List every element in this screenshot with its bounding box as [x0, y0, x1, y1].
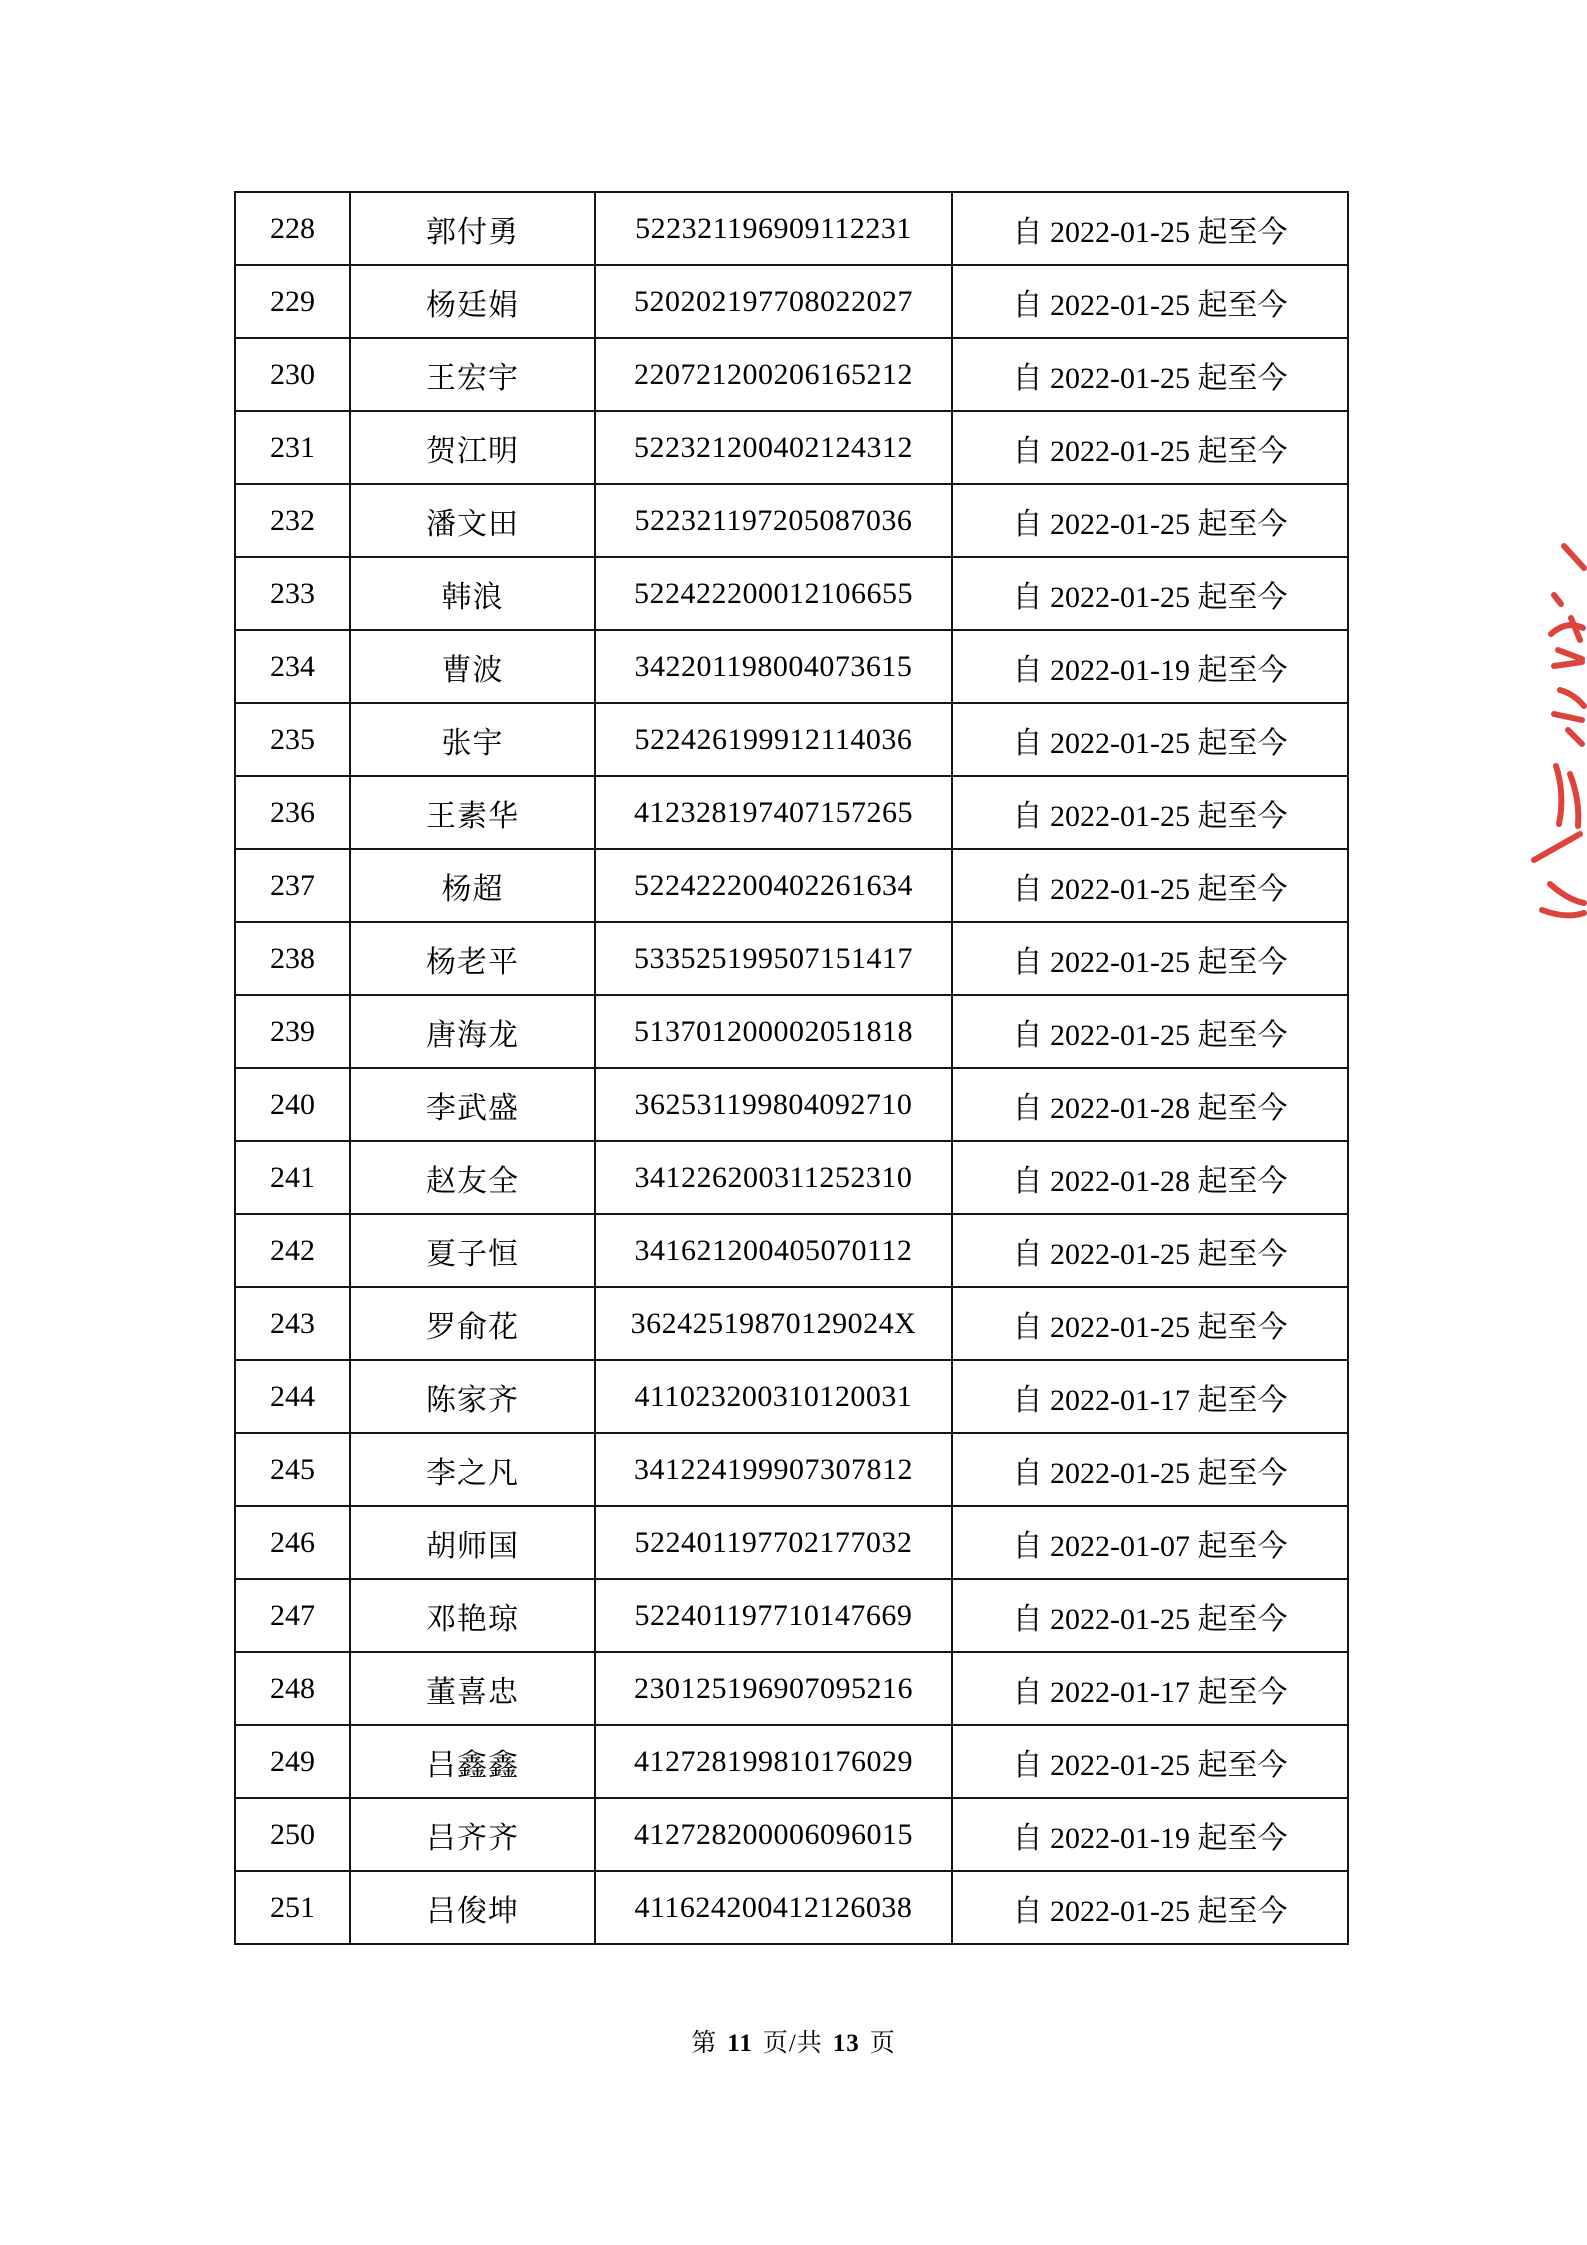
cell-name: 王素华: [350, 776, 595, 849]
cell-row-number: 231: [235, 411, 350, 484]
cell-period: 自 2022-01-25 起至今: [952, 1433, 1348, 1506]
table-row: [235, 338, 1348, 411]
cell-id-number: 412728199810176029: [595, 1725, 952, 1798]
table-row: [235, 1433, 1348, 1506]
cell-id-number: 341226200311252310: [595, 1141, 952, 1214]
page-indicator: [0, 2023, 1587, 2059]
cell-name: 吕齐齐: [350, 1798, 595, 1871]
cell-name: 郭付勇: [350, 192, 595, 265]
cell-id-number: 412728200006096015: [595, 1798, 952, 1871]
cell-period: 自 2022-01-25 起至今: [952, 995, 1348, 1068]
table-row: [235, 776, 1348, 849]
cell-name: 吕俊坤: [350, 1871, 595, 1944]
cell-name: 潘文田: [350, 484, 595, 557]
cell-period: 自 2022-01-25 起至今: [952, 557, 1348, 630]
cell-row-number: 232: [235, 484, 350, 557]
table-row: [235, 1506, 1348, 1579]
cell-name: 王宏宇: [350, 338, 595, 411]
cell-period: 自 2022-01-25 起至今: [952, 1287, 1348, 1360]
cell-name: 罗俞花: [350, 1287, 595, 1360]
cell-id-number: 362531199804092710: [595, 1068, 952, 1141]
cell-name: 唐海龙: [350, 995, 595, 1068]
cell-period: 自 2022-01-25 起至今: [952, 922, 1348, 995]
table-row: [235, 1725, 1348, 1798]
cell-name: 李武盛: [350, 1068, 595, 1141]
cell-row-number: 247: [235, 1579, 350, 1652]
cell-name: 韩浪: [350, 557, 595, 630]
cell-id-number: 522321200402124312: [595, 411, 952, 484]
table-row: [235, 1798, 1348, 1871]
cell-id-number: 522422200402261634: [595, 849, 952, 922]
cell-period: 自 2022-01-07 起至今: [952, 1506, 1348, 1579]
table-row: [235, 1871, 1348, 1944]
cell-period: 自 2022-01-25 起至今: [952, 338, 1348, 411]
cell-id-number: 411023200310120031: [595, 1360, 952, 1433]
cell-period: 自 2022-01-25 起至今: [952, 1214, 1348, 1287]
cell-row-number: 244: [235, 1360, 350, 1433]
table-row: [235, 1652, 1348, 1725]
cell-period: 自 2022-01-25 起至今: [952, 484, 1348, 557]
cell-id-number: 341224199907307812: [595, 1433, 952, 1506]
cell-row-number: 246: [235, 1506, 350, 1579]
cell-id-number: 513701200002051818: [595, 995, 952, 1068]
cell-row-number: 248: [235, 1652, 350, 1725]
cell-period: 自 2022-01-19 起至今: [952, 1798, 1348, 1871]
cell-name: 赵友全: [350, 1141, 595, 1214]
cell-id-number: 522401197702177032: [595, 1506, 952, 1579]
cell-id-number: 522321197205087036: [595, 484, 952, 557]
cell-row-number: 228: [235, 192, 350, 265]
table-row: [235, 1287, 1348, 1360]
cell-period: 自 2022-01-25 起至今: [952, 703, 1348, 776]
cell-id-number: 411624200412126038: [595, 1871, 952, 1944]
table-row: [235, 484, 1348, 557]
cell-row-number: 245: [235, 1433, 350, 1506]
cell-id-number: 342201198004073615: [595, 630, 952, 703]
cell-id-number: 341621200405070112: [595, 1214, 952, 1287]
cell-period: 自 2022-01-25 起至今: [952, 1871, 1348, 1944]
cell-row-number: 239: [235, 995, 350, 1068]
cell-period: 自 2022-01-25 起至今: [952, 1725, 1348, 1798]
table-row: [235, 922, 1348, 995]
table-row: [235, 1579, 1348, 1652]
cell-name: 张宇: [350, 703, 595, 776]
cell-period: 自 2022-01-25 起至今: [952, 1579, 1348, 1652]
cell-name: 吕鑫鑫: [350, 1725, 595, 1798]
table-row: [235, 265, 1348, 338]
cell-id-number: 520202197708022027: [595, 265, 952, 338]
cell-row-number: 238: [235, 922, 350, 995]
cell-period: 自 2022-01-25 起至今: [952, 192, 1348, 265]
cell-name: 李之凡: [350, 1433, 595, 1506]
cell-period: 自 2022-01-25 起至今: [952, 411, 1348, 484]
cell-period: 自 2022-01-28 起至今: [952, 1068, 1348, 1141]
table-row: [235, 411, 1348, 484]
table-row: [235, 1360, 1348, 1433]
cell-name: 胡师国: [350, 1506, 595, 1579]
cell-id-number: 220721200206165212: [595, 338, 952, 411]
cell-name: 杨超: [350, 849, 595, 922]
page-indicator-prefix: 第: [691, 2030, 718, 2057]
cell-period: 自 2022-01-17 起至今: [952, 1360, 1348, 1433]
page-indicator-middle: 页/共: [762, 2030, 823, 2057]
cell-row-number: 235: [235, 703, 350, 776]
cell-id-number: 533525199507151417: [595, 922, 952, 995]
cell-row-number: 233: [235, 557, 350, 630]
cell-row-number: 249: [235, 1725, 350, 1798]
cell-row-number: 241: [235, 1141, 350, 1214]
table-row: [235, 703, 1348, 776]
cell-row-number: 236: [235, 776, 350, 849]
cell-row-number: 242: [235, 1214, 350, 1287]
cell-row-number: 234: [235, 630, 350, 703]
table-row: [235, 1068, 1348, 1141]
cell-id-number: 36242519870129024X: [595, 1287, 952, 1360]
roster-table: [234, 191, 1349, 1945]
cell-id-number: 412328197407157265: [595, 776, 952, 849]
cell-period: 自 2022-01-25 起至今: [952, 776, 1348, 849]
cell-row-number: 237: [235, 849, 350, 922]
cell-row-number: 243: [235, 1287, 350, 1360]
cell-name: 董喜忠: [350, 1652, 595, 1725]
cell-row-number: 229: [235, 265, 350, 338]
page-indicator-suffix: 页: [869, 2030, 896, 2057]
cell-name: 陈家齐: [350, 1360, 595, 1433]
cell-id-number: 522321196909112231: [595, 192, 952, 265]
table-row: [235, 192, 1348, 265]
cell-name: 邓艳琼: [350, 1579, 595, 1652]
cell-name: 夏子恒: [350, 1214, 595, 1287]
table-row: [235, 1141, 1348, 1214]
current-page-number: 11: [727, 2030, 753, 2057]
table-row: [235, 557, 1348, 630]
cell-name: 曹波: [350, 630, 595, 703]
cell-row-number: 251: [235, 1871, 350, 1944]
cell-id-number: 522426199912114036: [595, 703, 952, 776]
cell-name: 贺江明: [350, 411, 595, 484]
cell-name: 杨廷娟: [350, 265, 595, 338]
red-seal-fragment-icon: [1524, 538, 1587, 923]
table-row: [235, 1214, 1348, 1287]
cell-id-number: 230125196907095216: [595, 1652, 952, 1725]
table-row: [235, 995, 1348, 1068]
cell-period: 自 2022-01-25 起至今: [952, 849, 1348, 922]
cell-period: 自 2022-01-25 起至今: [952, 265, 1348, 338]
cell-period: 自 2022-01-19 起至今: [952, 630, 1348, 703]
cell-row-number: 250: [235, 1798, 350, 1871]
cell-period: 自 2022-01-28 起至今: [952, 1141, 1348, 1214]
cell-period: 自 2022-01-17 起至今: [952, 1652, 1348, 1725]
total-pages-number: 13: [832, 2030, 860, 2057]
cell-row-number: 230: [235, 338, 350, 411]
table-row: [235, 849, 1348, 922]
table-row: [235, 630, 1348, 703]
cell-row-number: 240: [235, 1068, 350, 1141]
cell-id-number: 522401197710147669: [595, 1579, 952, 1652]
cell-name: 杨老平: [350, 922, 595, 995]
cell-id-number: 522422200012106655: [595, 557, 952, 630]
roster-table-body: [235, 192, 1348, 1944]
